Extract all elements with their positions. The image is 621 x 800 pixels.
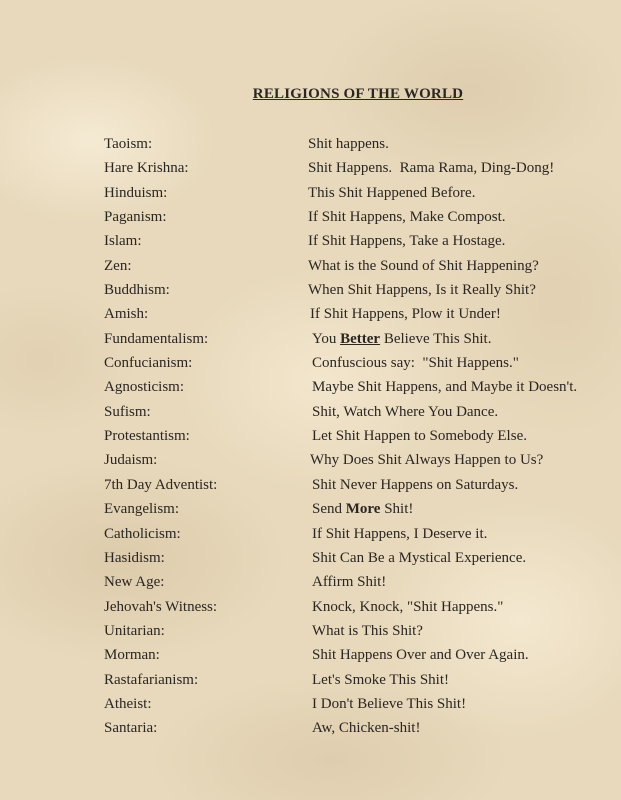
- list-item: [0, 207, 621, 231]
- religion-name: Atheist:: [104, 695, 152, 712]
- religion-name: Hare Krishna:: [104, 160, 189, 177]
- religion-name: Paganism:: [104, 209, 167, 226]
- religion-saying: Shit Happens. Rama Rama, Ding-Dong!: [308, 160, 555, 177]
- document-title: RELIGIONS OF THE WORLD: [252, 86, 464, 102]
- religion-name: Hasidism:: [104, 549, 165, 566]
- religion-name: Zen:: [104, 257, 132, 274]
- religion-saying: When Shit Happens, Is it Really Shit?: [308, 282, 536, 299]
- list-item: [0, 548, 621, 572]
- religion-saying: Affirm Shit!: [312, 574, 387, 591]
- saying-emphasis: More: [345, 501, 381, 518]
- list-item: [0, 134, 621, 158]
- religion-saying: Shit, Watch Where You Dance.: [312, 403, 499, 420]
- list-item: [0, 597, 621, 621]
- list-item: [0, 329, 621, 353]
- religion-name: Jehovah's Witness:: [104, 598, 218, 615]
- religion-saying: Confuscious say: "Shit Happens.": [312, 355, 519, 372]
- list-item: [0, 353, 621, 377]
- list-item: [0, 158, 621, 182]
- list-item: [0, 426, 621, 450]
- religion-name: Judaism:: [104, 452, 158, 469]
- religion-saying: [312, 329, 491, 349]
- religion-name: Islam:: [104, 233, 142, 250]
- saying-text: Send: [312, 501, 346, 518]
- religion-saying: This Shit Happened Before.: [308, 184, 476, 201]
- saying-emphasis: Better: [340, 330, 381, 347]
- religion-saying: If Shit Happens, Plow it Under!: [310, 306, 501, 323]
- list-item: [0, 621, 621, 645]
- religion-saying: Shit happens.: [308, 136, 389, 152]
- list-item: [0, 499, 621, 523]
- list-item: [0, 280, 621, 304]
- religion-name: New Age:: [104, 574, 165, 591]
- religion-saying: I Don't Believe This Shit!: [312, 695, 467, 712]
- religion-saying: Why Does Shit Always Happen to Us?: [310, 452, 544, 469]
- religions-list: [0, 134, 621, 743]
- saying-text: You: [312, 330, 341, 347]
- list-item: [0, 377, 621, 401]
- religion-saying: Shit Can Be a Mystical Experience.: [312, 549, 527, 566]
- list-item: [0, 304, 621, 328]
- religion-saying: Let Shit Happen to Somebody Else.: [312, 428, 527, 445]
- religion-saying: If Shit Happens, I Deserve it.: [312, 525, 488, 542]
- religion-name: Evangelism:: [104, 501, 179, 518]
- religion-saying: What is This Shit?: [312, 622, 423, 639]
- religion-saying: [312, 499, 413, 519]
- religion-saying: If Shit Happens, Take a Hostage.: [308, 233, 506, 250]
- religion-name: Santaria:: [104, 720, 158, 737]
- religion-saying: Knock, Knock, "Shit Happens.": [312, 598, 504, 615]
- religion-name: Amish:: [104, 306, 149, 323]
- list-item: [0, 183, 621, 207]
- list-item: [0, 402, 621, 426]
- list-item: [0, 694, 621, 718]
- saying-text: Believe This Shit.: [380, 330, 492, 347]
- religion-name: 7th Day Adventist:: [104, 476, 218, 493]
- list-item: [0, 718, 621, 742]
- religion-saying: Aw, Chicken-shit!: [312, 720, 421, 737]
- list-item: [0, 524, 621, 548]
- list-item: [0, 256, 621, 280]
- religion-saying: Shit Never Happens on Saturdays.: [312, 476, 519, 493]
- religion-name: Taoism:: [104, 136, 153, 152]
- religion-saying: Maybe Shit Happens, and Maybe it Doesn't.: [312, 379, 578, 396]
- religion-saying: Let's Smoke This Shit!: [312, 671, 450, 688]
- list-item: [0, 450, 621, 474]
- list-item: [0, 572, 621, 596]
- religion-name: Confucianism:: [104, 355, 193, 372]
- list-item: [0, 670, 621, 694]
- religion-name: Morman:: [104, 647, 160, 664]
- religion-name: Rastafarianism:: [104, 671, 199, 688]
- religion-name: Unitarian:: [104, 622, 165, 639]
- religion-name: Hinduism:: [104, 184, 168, 201]
- religion-saying: What is the Sound of Shit Happening?: [308, 257, 539, 274]
- saying-text: Shit!: [380, 501, 414, 518]
- list-item: [0, 231, 621, 255]
- religion-name: Agnosticism:: [104, 379, 185, 396]
- religion-saying: If Shit Happens, Make Compost.: [308, 209, 506, 226]
- list-item: [0, 475, 621, 499]
- religion-name: Sufism:: [104, 403, 151, 420]
- religion-name: Catholicism:: [104, 525, 181, 542]
- religion-saying: Shit Happens Over and Over Again.: [312, 647, 529, 664]
- religion-name: Fundamentalism:: [104, 330, 209, 347]
- list-item: [0, 645, 621, 669]
- religion-name: Protestantism:: [104, 428, 190, 445]
- religion-name: Buddhism:: [104, 282, 170, 299]
